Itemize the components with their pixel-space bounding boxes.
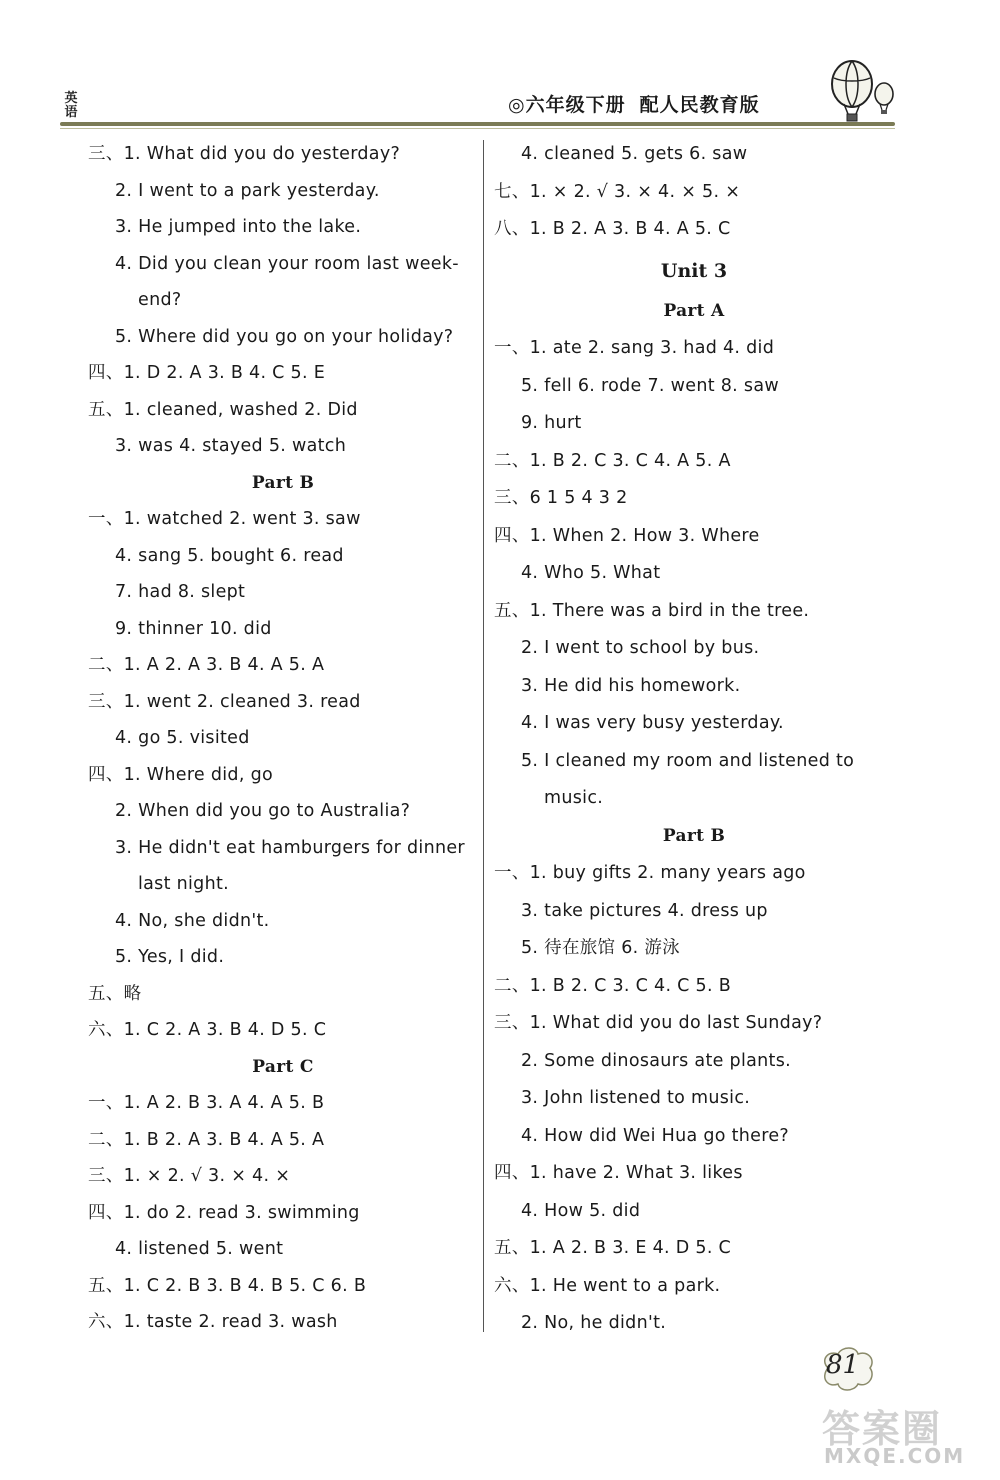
answer-line: music. [544,788,604,808]
section-heading: Part B [662,825,726,846]
answer-line: 4. How did Wei Hua go there? [521,1125,790,1146]
answer-line: 3. take pictures 4. dress up [521,900,768,921]
answer-line: 3. He jumped into the lake. [115,217,362,237]
answer-line: 4. How 5. did [521,1200,641,1221]
answer-line: 三、1. × 2. √ 3. × 4. × [88,1166,291,1186]
answer-line: 三、1. What did you do last Sunday? [494,1013,823,1033]
answer-line: 9. thinner 10. did [115,618,272,639]
answer-line: 二、1. B 2. C 3. C 4. A 5. A [494,450,731,471]
subject-label: 英语 [64,91,78,120]
answer-line: 3. was 4. stayed 5. watch [115,436,347,456]
hot-air-balloon-icon [822,58,898,124]
answer-line: 五、略 [88,983,142,1004]
answer-line: 3. He did his homework. [521,675,741,696]
watermark-en: MXQE.COM [824,1444,966,1468]
answer-line: 四、1. When 2. How 3. Where [494,525,760,546]
section-heading: Part B [251,472,315,493]
header-rule [60,122,895,126]
answer-line: 五、1. There was a bird in the tree. [494,600,810,621]
answer-line: 四、1. have 2. What 3. likes [494,1163,743,1183]
answer-line: 4. go 5. visited [115,728,250,748]
watermark-cn: 答案圈 [822,1407,943,1451]
answer-line: 2. Some dinosaurs ate plants. [521,1050,791,1071]
site-watermark [822,1398,988,1470]
edition-title: 配人民教育版 [639,94,760,116]
answer-line: 4. sang 5. bought 6. read [115,545,344,566]
answer-line: last night. [138,874,230,894]
answer-line: 一、1. buy gifts 2. many years ago [494,863,806,883]
answer-line: 二、1. A 2. A 3. B 4. A 5. A [88,655,325,675]
page-header [0,0,1000,140]
answer-line: 5. Where did you go on your holiday? [115,326,454,347]
answer-line: 一、1. watched 2. went 3. saw [88,509,361,529]
answer-line: 4. cleaned 5. gets 6. saw [521,144,748,164]
answer-line: 4. Who 5. What [521,563,661,583]
page-number: 81 [826,1350,860,1380]
page-number-badge [818,1346,878,1392]
answer-line: 4. listened 5. went [115,1239,284,1259]
section-heading: Part A [663,300,725,321]
answer-line: 2. No, he didn't. [521,1313,667,1333]
grade-title: ◎六年级下册 [508,94,626,116]
unit-heading: Unit 3 [660,259,728,282]
answer-line: 七、1. × 2. √ 3. × 4. × 5. × [494,181,741,202]
answer-line: 2. I went to a park yesterday. [115,180,380,201]
answer-line: 三、1. What did you do yesterday? [88,144,401,164]
right-answer-column [494,136,894,1343]
answer-line: 四、1. do 2. read 3. swimming [88,1202,360,1223]
answer-line: 五、1. cleaned, washed 2. Did [88,399,358,420]
answer-line: 三、1. went 2. cleaned 3. read [88,691,361,712]
answer-line: 一、1. A 2. B 3. A 4. A 5. B [88,1093,325,1113]
answer-line: 4. Did you clean your room last week- [115,253,459,274]
answer-line: 2. I went to school by bus. [521,638,760,658]
answer-line: 六、1. taste 2. read 3. wash [88,1312,338,1332]
answer-line: 2. When did you go to Australia? [115,801,411,821]
header-rule-thin [60,128,895,129]
answer-line: 3. John listened to music. [521,1088,751,1108]
answer-line: 二、1. B 2. A 3. B 4. A 5. A [88,1129,325,1150]
answer-line: 八、1. B 2. A 3. B 4. A 5. C [494,219,731,239]
answer-line: 四、1. Where did, go [88,764,273,785]
answer-line: 一、1. ate 2. sang 3. had 4. did [494,338,775,358]
answer-line: 5. Yes, I did. [115,947,225,967]
answer-line: 二、1. B 2. C 3. C 4. C 5. B [494,975,732,996]
left-answer-column [88,136,478,1341]
answer-line: 5. I cleaned my room and listened to [521,750,855,771]
answer-line: 三、6 1 5 4 3 2 [494,488,628,508]
book-title [508,90,760,117]
section-heading: Part C [252,1056,314,1077]
answer-line: 4. No, she didn't. [115,910,270,931]
answer-line: end? [138,290,182,310]
answer-line: 3. He didn't eat hamburgers for dinner [115,837,465,858]
answer-line: 7. had 8. slept [115,582,246,602]
answer-line: 5. 待在旅馆 6. 游泳 [521,938,680,958]
answer-line: 9. hurt [521,413,582,433]
answer-line: 六、1. C 2. A 3. B 4. D 5. C [88,1020,327,1040]
column-divider [483,140,484,1332]
answer-line: 五、1. A 2. B 3. E 4. D 5. C [494,1238,732,1258]
answer-line: 五、1. C 2. B 3. B 4. B 5. C 6. B [88,1275,367,1296]
answer-line: 四、1. D 2. A 3. B 4. C 5. E [88,363,326,383]
answer-line: 5. fell 6. rode 7. went 8. saw [521,375,779,396]
answer-line: 六、1. He went to a park. [494,1275,721,1296]
answer-line: 4. I was very busy yesterday. [521,713,784,733]
